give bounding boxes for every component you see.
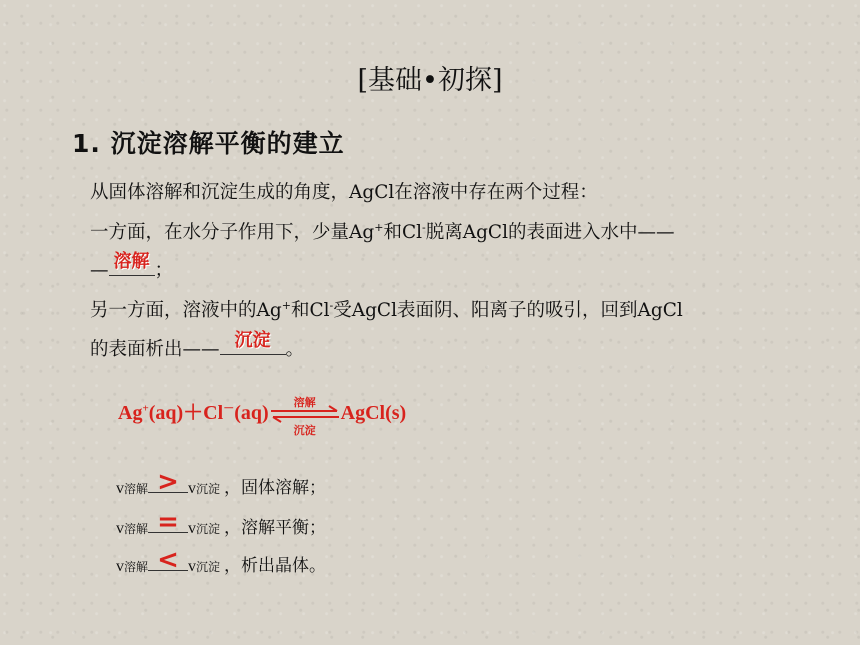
paragraph-precipitate-line2 [90,330,305,361]
rate-symbol: v [188,558,197,575]
answer-greater: > [157,467,179,497]
answer-less: < [157,545,179,575]
product: AgCl(s) [340,402,407,424]
text-fragment: 和Cl [290,300,330,321]
equilibrium-equation [118,396,407,438]
rate-result: ，固体溶解； [224,478,327,498]
text-fragment: ； [154,260,174,281]
rate-subscript: 沉淀 [196,560,221,574]
rate-symbol: v [188,520,197,537]
rate-symbol: v [188,480,197,497]
reversible-arrow [269,396,341,438]
answer-equal: = [157,507,179,537]
superscript: - [329,298,334,312]
intro-text: 从固体溶解和沉淀生成的角度，AgCl在溶液中存在两个过程： [90,182,598,203]
text-fragment: 和Cl [383,222,423,243]
paragraph-dissolve-line2 [90,251,174,282]
rate-comparison-row [116,545,327,576]
superscript: + [281,298,291,312]
equation-fragment: (aq)＋Cl [148,402,224,424]
answer-blank-dissolve [109,251,155,277]
rate-result: ，析出晶体。 [224,556,327,576]
rate-symbol: v [116,480,124,497]
arrow-label-reverse: 沉淀 [293,424,316,438]
rate-comparison-row [116,467,327,498]
answer-blank-rate [148,467,188,497]
paragraph-dissolve-line1 [90,218,675,244]
paragraph-precipitate-line1 [90,296,683,322]
rate-subscript: 沉淀 [196,522,221,536]
text-fragment: 一方面，在水分子作用下，少量Ag [90,222,375,243]
text-fragment: 另一方面，溶液中的Ag [90,300,282,321]
section-heading: 1. 沉淀溶解平衡的建立 [72,129,345,158]
equation-fragment: (aq) [234,402,269,424]
text-fragment: 脱离AgCl的表面进入水中—— [425,222,675,243]
text-fragment: 受AgCl表面阴、阳离子的吸引，回到AgCl [333,300,683,321]
answer-precipitate: 沉淀 [234,330,271,351]
rate-subscript: 溶解 [124,522,149,536]
rate-symbol: v [116,520,124,537]
rate-subscript: 溶解 [124,560,149,574]
text-fragment: 的表面析出—— [90,339,220,360]
answer-blank-rate [148,507,188,537]
answer-dissolve: 溶解 [113,251,150,272]
section-title: [基础•初探] [357,65,503,96]
ion-ag-charge: + [142,402,149,415]
rate-symbol: v [116,558,124,575]
rate-result: ，溶解平衡； [224,518,327,538]
rate-comparison-row [116,507,327,538]
superscript: - [422,220,426,234]
text-fragment: — [90,260,109,281]
arrow-label-forward: 溶解 [293,396,316,410]
answer-blank-rate [148,545,188,575]
ion-cl-charge: － [223,402,235,415]
rate-subscript: 溶解 [124,482,149,496]
rate-subscript: 沉淀 [196,482,221,496]
ion-ag: Ag [118,402,143,424]
superscript: + [374,220,384,234]
text-fragment: 。 [285,339,305,360]
answer-blank-precipitate [220,330,286,356]
